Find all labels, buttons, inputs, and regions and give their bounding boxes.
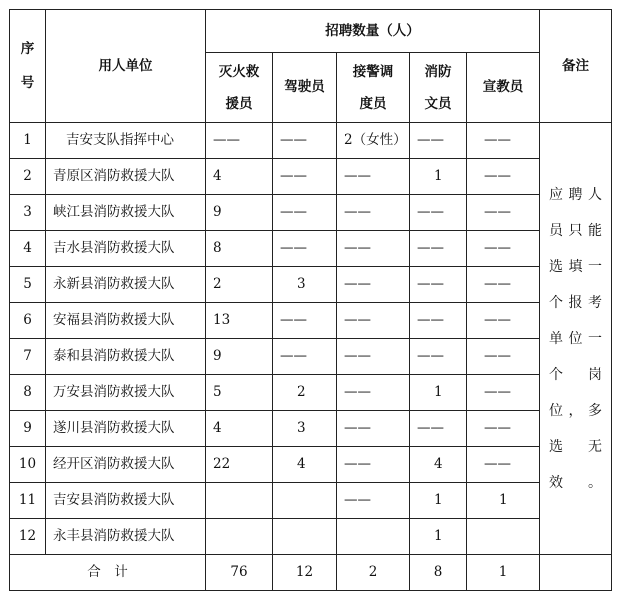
cell-driver: 3 xyxy=(273,411,337,447)
header-seq xyxy=(10,10,46,123)
cell-clerk: —— xyxy=(410,195,467,231)
row-unit: 永新县消防救援大队 xyxy=(46,267,206,303)
header-clerk xyxy=(410,53,467,123)
cell-driver: —— xyxy=(273,123,337,159)
row-unit: 吉安支队指挥中心 xyxy=(46,123,206,159)
header-dispatcher-label: 接警调度员 xyxy=(352,63,394,112)
cell-driver: 2 xyxy=(273,375,337,411)
cell-dispatcher: —— xyxy=(337,375,410,411)
cell-clerk: —— xyxy=(410,339,467,375)
row-no: 2 xyxy=(10,159,46,195)
table-row xyxy=(10,519,612,555)
cell-dispatcher xyxy=(337,519,410,555)
row-unit: 永丰县消防救援大队 xyxy=(46,519,206,555)
cell-dispatcher: —— xyxy=(337,195,410,231)
header-driver: 驾驶员 xyxy=(273,53,337,123)
cell-publicity: —— xyxy=(467,159,540,195)
cell-firefighter xyxy=(206,483,273,519)
row-no: 10 xyxy=(10,447,46,483)
cell-driver: —— xyxy=(273,195,337,231)
remark-note xyxy=(540,123,612,555)
total-label: 合 计 xyxy=(10,555,206,591)
table-row xyxy=(10,123,612,159)
row-no: 4 xyxy=(10,231,46,267)
cell-firefighter: 4 xyxy=(206,411,273,447)
table-row xyxy=(10,375,612,411)
row-unit: 泰和县消防救援大队 xyxy=(46,339,206,375)
row-unit: 安福县消防救援大队 xyxy=(46,303,206,339)
header-firefighter-label: 灭火救援员 xyxy=(218,63,260,112)
cell-driver: —— xyxy=(273,159,337,195)
total-remark xyxy=(540,555,612,591)
cell-publicity: —— xyxy=(467,303,540,339)
row-no: 5 xyxy=(10,267,46,303)
recruitment-table xyxy=(9,9,612,591)
cell-firefighter xyxy=(206,519,273,555)
cell-driver: —— xyxy=(273,303,337,339)
cell-firefighter: 9 xyxy=(206,339,273,375)
row-no: 12 xyxy=(10,519,46,555)
header-dispatcher xyxy=(337,53,410,123)
table-row xyxy=(10,267,612,303)
cell-dispatcher: —— xyxy=(337,339,410,375)
cell-clerk: —— xyxy=(410,303,467,339)
cell-clerk: 1 xyxy=(410,483,467,519)
header-unit: 用人单位 xyxy=(46,10,206,123)
row-no: 11 xyxy=(10,483,46,519)
header-remark: 备注 xyxy=(540,10,612,123)
cell-publicity: —— xyxy=(467,411,540,447)
cell-publicity: —— xyxy=(467,231,540,267)
cell-dispatcher: —— xyxy=(337,411,410,447)
cell-dispatcher: —— xyxy=(337,483,410,519)
table-row xyxy=(10,159,612,195)
table-row xyxy=(10,447,612,483)
total-driver: 12 xyxy=(273,555,337,591)
row-unit: 经开区消防救援大队 xyxy=(46,447,206,483)
row-unit: 峡江县消防救援大队 xyxy=(46,195,206,231)
cell-driver: 3 xyxy=(273,267,337,303)
cell-clerk: 1 xyxy=(410,519,467,555)
cell-firefighter: 8 xyxy=(206,231,273,267)
header-seq-label: 序号 xyxy=(20,41,35,91)
table-row xyxy=(10,195,612,231)
cell-dispatcher: —— xyxy=(337,303,410,339)
row-no: 6 xyxy=(10,303,46,339)
remark-text: 应聘人员只能选填一个报考单位一个岗位，多选无效。 xyxy=(549,186,602,491)
row-unit: 万安县消防救援大队 xyxy=(46,375,206,411)
cell-firefighter: 13 xyxy=(206,303,273,339)
cell-clerk: 4 xyxy=(410,447,467,483)
cell-publicity: —— xyxy=(467,339,540,375)
total-dispatcher: 2 xyxy=(337,555,410,591)
cell-driver xyxy=(273,519,337,555)
cell-dispatcher: —— xyxy=(337,159,410,195)
cell-dispatcher: —— xyxy=(337,231,410,267)
cell-publicity: —— xyxy=(467,123,540,159)
header-clerk-label: 消防文员 xyxy=(424,63,452,112)
cell-publicity: 1 xyxy=(467,483,540,519)
table-row xyxy=(10,483,612,519)
table-row xyxy=(10,303,612,339)
row-no: 8 xyxy=(10,375,46,411)
cell-publicity xyxy=(467,519,540,555)
total-publicity: 1 xyxy=(467,555,540,591)
cell-firefighter: 9 xyxy=(206,195,273,231)
row-unit: 遂川县消防救援大队 xyxy=(46,411,206,447)
header-recruit-count: 招聘数量（人） xyxy=(206,10,540,53)
table-row xyxy=(10,339,612,375)
header-firefighter xyxy=(206,53,273,123)
table-row xyxy=(10,231,612,267)
row-no: 3 xyxy=(10,195,46,231)
row-no: 1 xyxy=(10,123,46,159)
cell-firefighter: 5 xyxy=(206,375,273,411)
cell-firefighter: 2 xyxy=(206,267,273,303)
total-clerk: 8 xyxy=(410,555,467,591)
cell-driver xyxy=(273,483,337,519)
cell-firefighter: 22 xyxy=(206,447,273,483)
cell-firefighter: 4 xyxy=(206,159,273,195)
cell-driver: —— xyxy=(273,339,337,375)
cell-publicity: —— xyxy=(467,267,540,303)
row-no: 9 xyxy=(10,411,46,447)
cell-clerk: —— xyxy=(410,123,467,159)
cell-driver: —— xyxy=(273,231,337,267)
cell-dispatcher: —— xyxy=(337,267,410,303)
cell-dispatcher: —— xyxy=(337,447,410,483)
row-unit: 吉安县消防救援大队 xyxy=(46,483,206,519)
cell-firefighter: —— xyxy=(206,123,273,159)
table-row xyxy=(10,411,612,447)
cell-driver: 4 xyxy=(273,447,337,483)
row-no: 7 xyxy=(10,339,46,375)
row-unit: 青原区消防救援大队 xyxy=(46,159,206,195)
total-firefighter: 76 xyxy=(206,555,273,591)
total-row xyxy=(10,555,612,591)
cell-clerk: 1 xyxy=(410,375,467,411)
cell-clerk: —— xyxy=(410,411,467,447)
header-publicity: 宣教员 xyxy=(467,53,540,123)
cell-clerk: 1 xyxy=(410,159,467,195)
cell-publicity: —— xyxy=(467,195,540,231)
cell-clerk: —— xyxy=(410,267,467,303)
cell-publicity: —— xyxy=(467,447,540,483)
cell-clerk: —— xyxy=(410,231,467,267)
row-unit: 吉水县消防救援大队 xyxy=(46,231,206,267)
cell-publicity: —— xyxy=(467,375,540,411)
cell-dispatcher: 2（女性） xyxy=(337,123,410,159)
